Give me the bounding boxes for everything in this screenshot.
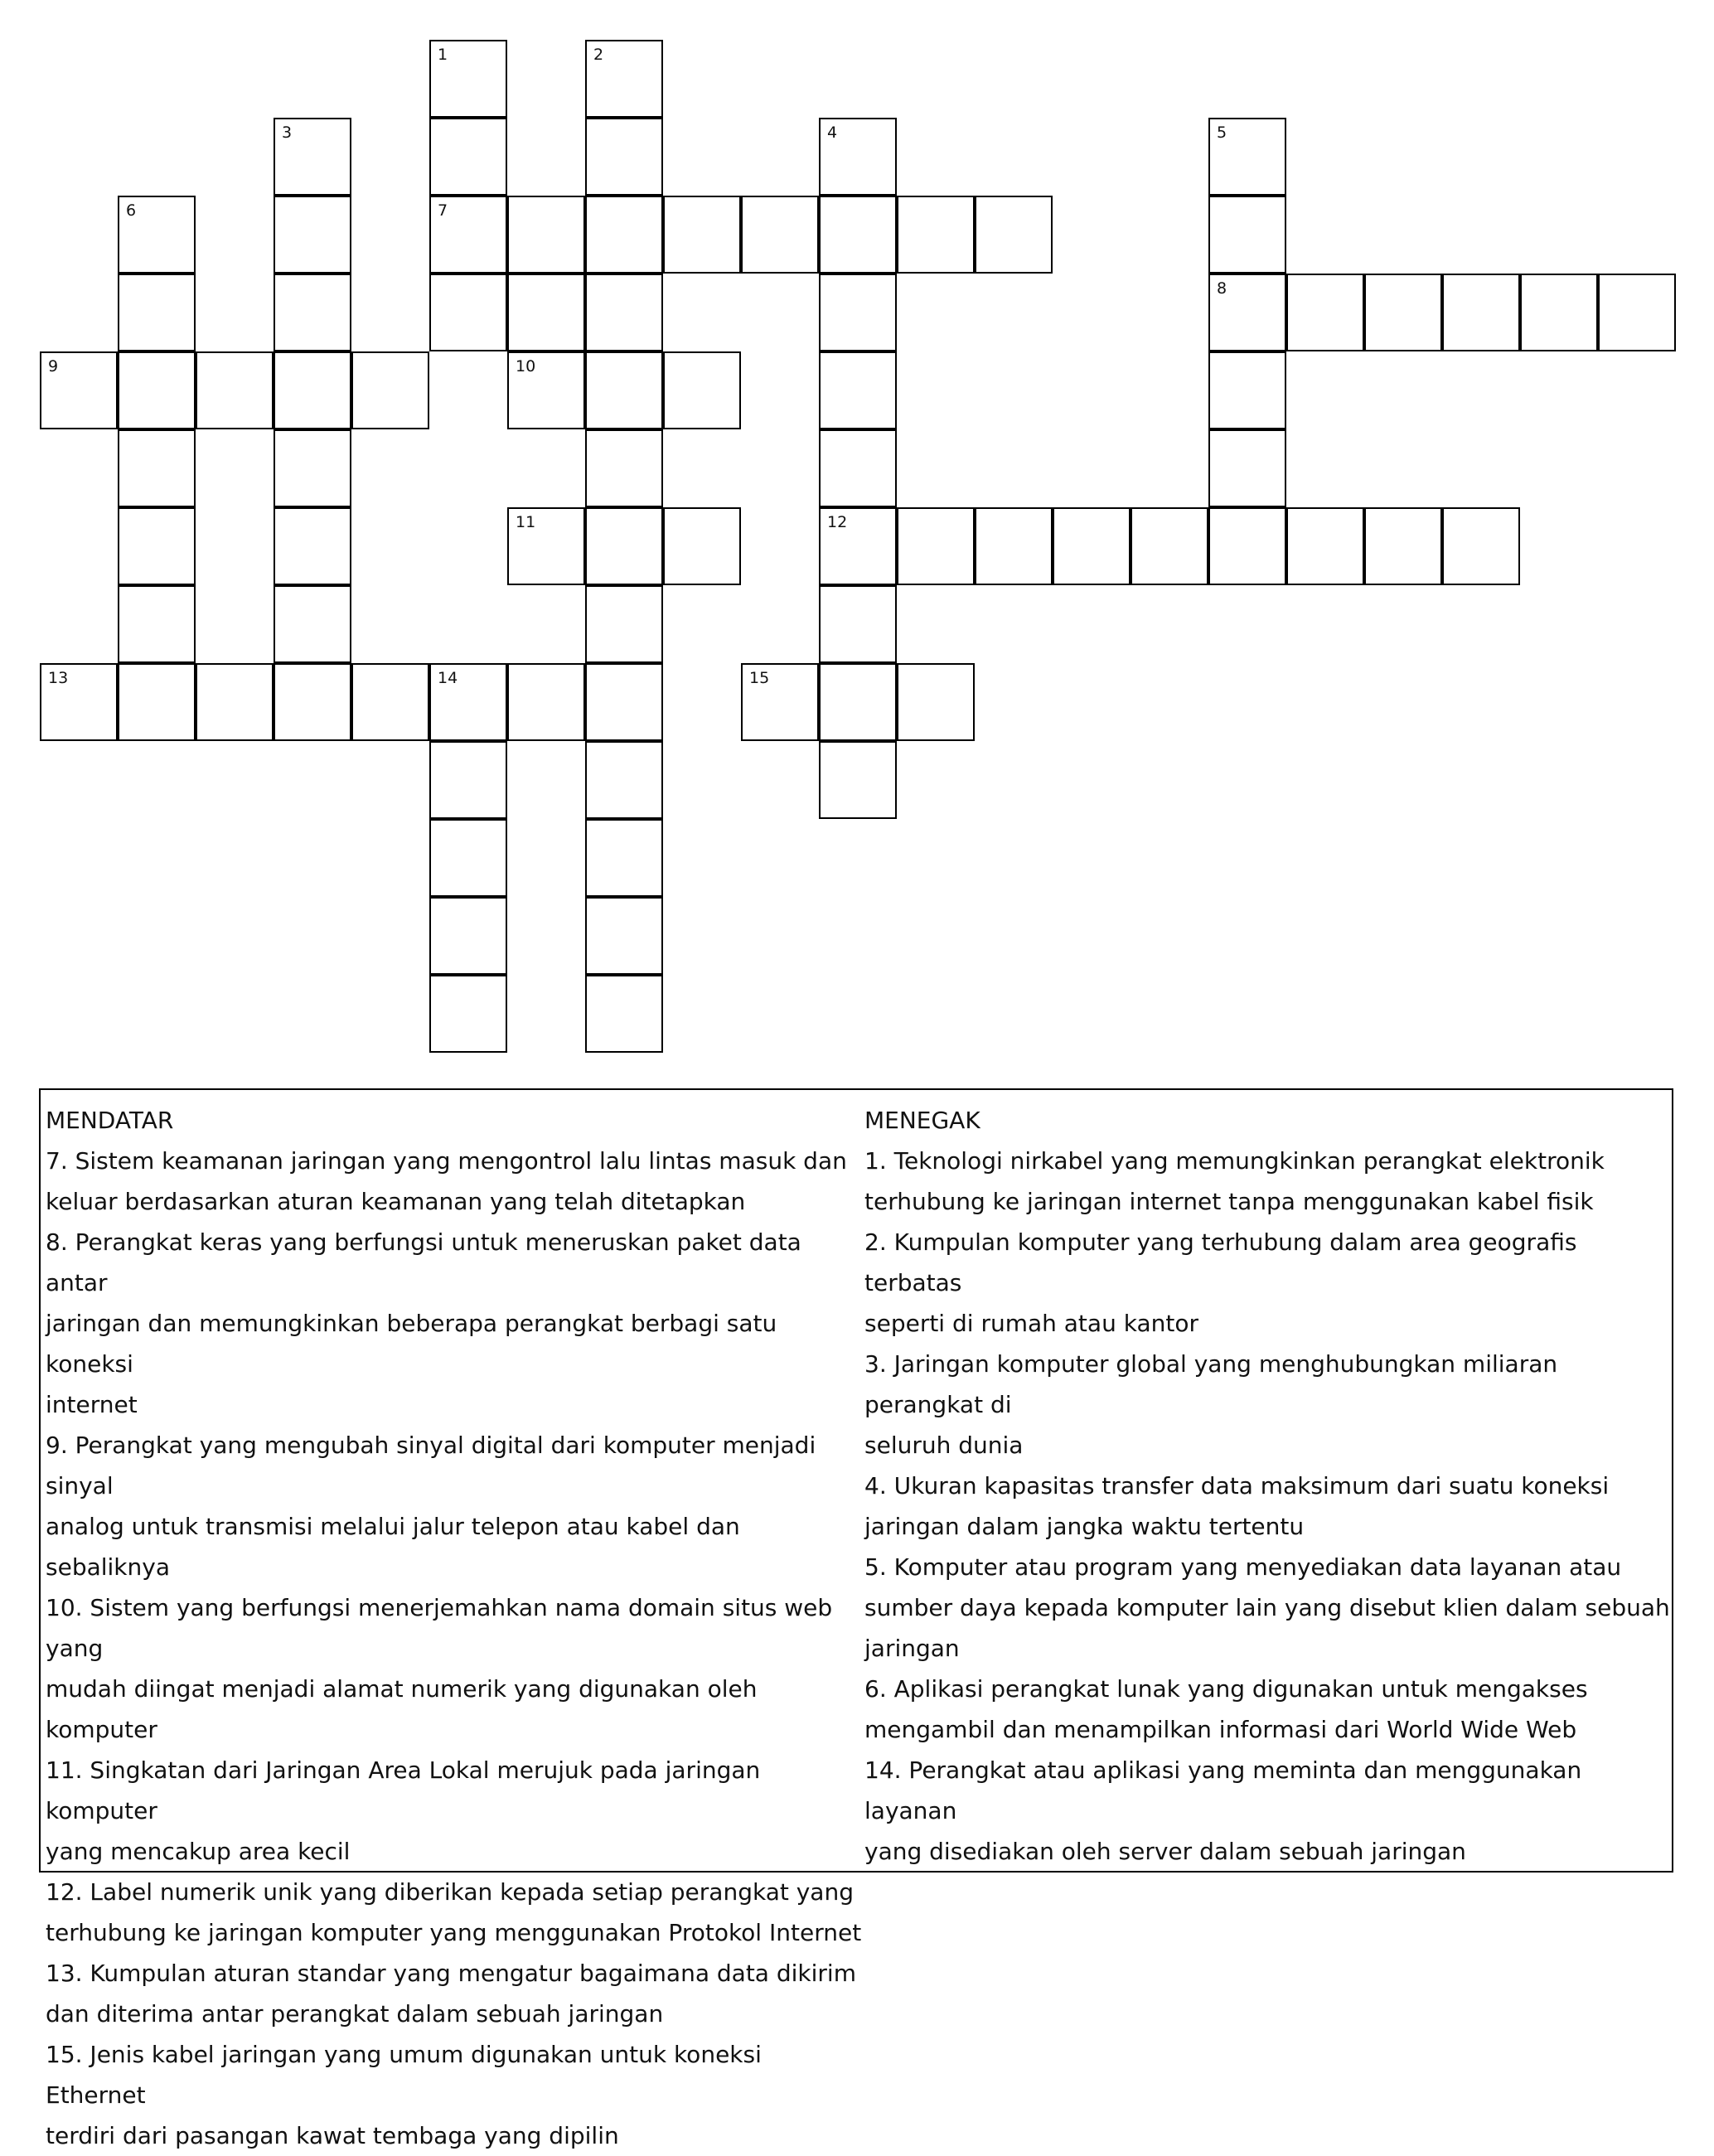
- clue-number: 10: [516, 357, 536, 375]
- grid-cell[interactable]: [274, 274, 351, 351]
- grid-cell[interactable]: [507, 196, 585, 274]
- clue-number: 5: [1217, 124, 1227, 142]
- across-clue-line: analog untuk transmisi melalui jalur telepon atau kabel dan sebaliknya: [46, 1513, 740, 1581]
- grid-cell[interactable]: [429, 118, 507, 196]
- grid-cell[interactable]: [585, 196, 663, 274]
- grid-cell-1[interactable]: [429, 40, 507, 118]
- across-clue-line: yang mencakup area kecil: [46, 1838, 351, 1865]
- grid-cell[interactable]: [274, 351, 351, 429]
- clue-number: 13: [48, 669, 69, 687]
- clue-number: 6: [126, 201, 137, 220]
- clue-number: 12: [827, 513, 848, 531]
- grid-cell[interactable]: [429, 975, 507, 1053]
- grid-cell[interactable]: [663, 196, 741, 274]
- down-clue-line: yang disediakan oleh server dalam sebuah jaringan: [864, 1838, 1466, 1865]
- grid-cell-3[interactable]: [274, 118, 351, 196]
- grid-cell[interactable]: [819, 351, 897, 429]
- grid-cell[interactable]: [819, 429, 897, 507]
- grid-cell[interactable]: [1286, 507, 1364, 585]
- grid-cell[interactable]: [585, 274, 663, 351]
- down-clue-line: jaringan dalam jangka waktu tertentu: [864, 1513, 1305, 1540]
- grid-cell[interactable]: [585, 507, 663, 585]
- down-clue-line: 4. Ukuran kapasitas transfer data maksimum dari suatu koneksi: [864, 1472, 1610, 1500]
- grid-cell-9[interactable]: [40, 351, 118, 429]
- grid-cell-10[interactable]: [507, 351, 585, 429]
- grid-cell[interactable]: [1208, 196, 1286, 274]
- grid-cell[interactable]: [1053, 507, 1131, 585]
- grid-cell[interactable]: [819, 663, 897, 741]
- grid-cell[interactable]: [1364, 507, 1442, 585]
- grid-cell[interactable]: [975, 196, 1053, 274]
- grid-cell[interactable]: [429, 897, 507, 975]
- grid-cell[interactable]: [118, 274, 196, 351]
- down-clue-line: 5. Komputer atau program yang menyediakan data layanan atau: [864, 1553, 1622, 1581]
- grid-cell-4[interactable]: [819, 118, 897, 196]
- grid-cell[interactable]: [1208, 429, 1286, 507]
- grid-cell-2[interactable]: [585, 40, 663, 118]
- down-clue-line: 3. Jaringan komputer global yang menghubungkan miliaran perangkat di: [864, 1350, 1558, 1418]
- grid-cell[interactable]: [274, 585, 351, 663]
- clue-number: 1: [438, 46, 448, 64]
- grid-cell[interactable]: [819, 274, 897, 351]
- grid-cell[interactable]: [274, 196, 351, 274]
- clue-number: 3: [282, 124, 293, 142]
- grid-cell[interactable]: [429, 274, 507, 351]
- down-clue-line: 14. Perangkat atau aplikasi yang meminta dan menggunakan layanan: [864, 1756, 1582, 1824]
- grid-cell[interactable]: [274, 429, 351, 507]
- crossword-grid: [0, 0, 1714, 1061]
- grid-cell[interactable]: [1598, 274, 1676, 351]
- clue-number: 4: [827, 124, 838, 142]
- grid-cell-6[interactable]: [118, 196, 196, 274]
- grid-cell[interactable]: [585, 585, 663, 663]
- grid-cell-11[interactable]: [507, 507, 585, 585]
- grid-cell[interactable]: [429, 741, 507, 819]
- across-clue-line: keluar berdasarkan aturan keamanan yang telah ditetapkan: [46, 1188, 746, 1215]
- grid-cell[interactable]: [429, 819, 507, 897]
- grid-cell[interactable]: [118, 429, 196, 507]
- grid-cell[interactable]: [897, 507, 975, 585]
- down-clue-line: seluruh dunia: [864, 1432, 1024, 1459]
- down-clues: [864, 1100, 1670, 1872]
- grid-cell[interactable]: [585, 429, 663, 507]
- grid-cell[interactable]: [585, 975, 663, 1053]
- grid-cell[interactable]: [819, 585, 897, 663]
- across-clue-line: jaringan dan memungkinkan beberapa perangkat berbagi satu koneksi: [46, 1310, 777, 1378]
- across-clue-line: terdiri dari pasangan kawat tembaga yang dipilin: [46, 2122, 619, 2149]
- grid-cell[interactable]: [118, 507, 196, 585]
- grid-cell[interactable]: [819, 741, 897, 819]
- grid-cell-12[interactable]: [819, 507, 897, 585]
- grid-cell[interactable]: [819, 196, 897, 274]
- grid-cell[interactable]: [196, 663, 274, 741]
- grid-cell-5[interactable]: [1208, 118, 1286, 196]
- grid-cell[interactable]: [1208, 507, 1286, 585]
- grid-cell[interactable]: [663, 351, 741, 429]
- across-clue-line: 15. Jenis kabel jaringan yang umum digunakan untuk koneksi Ethernet: [46, 2041, 762, 2109]
- grid-cell[interactable]: [118, 585, 196, 663]
- grid-cell[interactable]: [585, 897, 663, 975]
- grid-cell[interactable]: [1520, 274, 1598, 351]
- grid-cell[interactable]: [196, 351, 274, 429]
- grid-cell[interactable]: [274, 663, 351, 741]
- down-clue-line: sumber daya kepada komputer lain yang disebut klien dalam sebuah: [864, 1594, 1670, 1621]
- grid-cell[interactable]: [118, 663, 196, 741]
- grid-cell[interactable]: [351, 663, 429, 741]
- clue-number: 14: [438, 669, 458, 687]
- across-clue-line: dan diterima antar perangkat dalam sebuah jaringan: [46, 2000, 664, 2028]
- grid-cell[interactable]: [118, 351, 196, 429]
- grid-cell[interactable]: [741, 196, 819, 274]
- across-clue-line: mudah diingat menjadi alamat numerik yang digunakan oleh komputer: [46, 1675, 758, 1743]
- clue-number: 9: [48, 357, 59, 375]
- down-clue-line: 6. Aplikasi perangkat lunak yang digunakan untuk mengakses: [864, 1675, 1588, 1703]
- grid-cell[interactable]: [1286, 274, 1364, 351]
- across-clue-line: internet: [46, 1391, 138, 1418]
- down-clue-line: jaringan: [864, 1635, 960, 1662]
- across-clue-line: 13. Kumpulan aturan standar yang mengatur bagaimana data dikirim: [46, 1960, 856, 1987]
- grid-cell[interactable]: [1131, 507, 1208, 585]
- across-clue-line: 12. Label numerik unik yang diberikan kepada setiap perangkat yang: [46, 1878, 854, 1906]
- across-clues: [46, 1100, 862, 2156]
- clue-number: 11: [516, 513, 536, 531]
- across-heading: MENDATAR: [46, 1107, 174, 1134]
- across-clue-line: 11. Singkatan dari Jaringan Area Lokal merujuk pada jaringan komputer: [46, 1756, 761, 1824]
- grid-cell-15[interactable]: [741, 663, 819, 741]
- grid-cell[interactable]: [585, 118, 663, 196]
- grid-cell-14[interactable]: [429, 663, 507, 741]
- grid-cell[interactable]: [1442, 274, 1520, 351]
- clue-number: 8: [1217, 279, 1227, 298]
- down-clue-line: terhubung ke jaringan internet tanpa menggunakan kabel fisik: [864, 1188, 1594, 1215]
- clue-panel: [39, 1088, 1673, 2149]
- clue-number: 2: [593, 46, 604, 64]
- grid-cell[interactable]: [585, 741, 663, 819]
- clue-number: 15: [749, 669, 770, 687]
- grid-cell[interactable]: [274, 507, 351, 585]
- grid-cell[interactable]: [663, 507, 741, 585]
- across-clue-line: 7. Sistem keamanan jaringan yang mengontrol lalu lintas masuk dan: [46, 1147, 847, 1175]
- down-clue-line: 2. Kumpulan komputer yang terhubung dalam area geografis terbatas: [864, 1228, 1577, 1296]
- clue-number: 7: [438, 201, 448, 220]
- grid-cell[interactable]: [1364, 274, 1442, 351]
- down-clue-line: 1. Teknologi nirkabel yang memungkinkan perangkat elektronik: [864, 1147, 1605, 1175]
- down-clue-line: mengambil dan menampilkan informasi dari World Wide Web: [864, 1716, 1577, 1743]
- grid-cell-8[interactable]: [1208, 274, 1286, 351]
- grid-cell[interactable]: [1208, 351, 1286, 429]
- grid-cell-13[interactable]: [40, 663, 118, 741]
- grid-cell[interactable]: [507, 663, 585, 741]
- grid-cell[interactable]: [1442, 507, 1520, 585]
- across-clue-line: 10. Sistem yang berfungsi menerjemahkan nama domain situs web yang: [46, 1594, 833, 1662]
- grid-cell-7[interactable]: [429, 196, 507, 274]
- grid-cell[interactable]: [585, 351, 663, 429]
- down-clue-line: seperti di rumah atau kantor: [864, 1310, 1198, 1337]
- down-heading: MENEGAK: [864, 1107, 980, 1134]
- grid-cell[interactable]: [507, 274, 585, 351]
- grid-cell[interactable]: [897, 663, 975, 741]
- across-clue-line: terhubung ke jaringan komputer yang menggunakan Protokol Internet: [46, 1919, 862, 1946]
- grid-cell[interactable]: [585, 663, 663, 741]
- grid-cell[interactable]: [585, 819, 663, 897]
- grid-cell[interactable]: [897, 196, 975, 274]
- grid-cell[interactable]: [351, 351, 429, 429]
- across-clue-line: 9. Perangkat yang mengubah sinyal digital dari komputer menjadi sinyal: [46, 1432, 816, 1500]
- across-clue-line: 8. Perangkat keras yang berfungsi untuk meneruskan paket data antar: [46, 1228, 801, 1296]
- grid-cell[interactable]: [975, 507, 1053, 585]
